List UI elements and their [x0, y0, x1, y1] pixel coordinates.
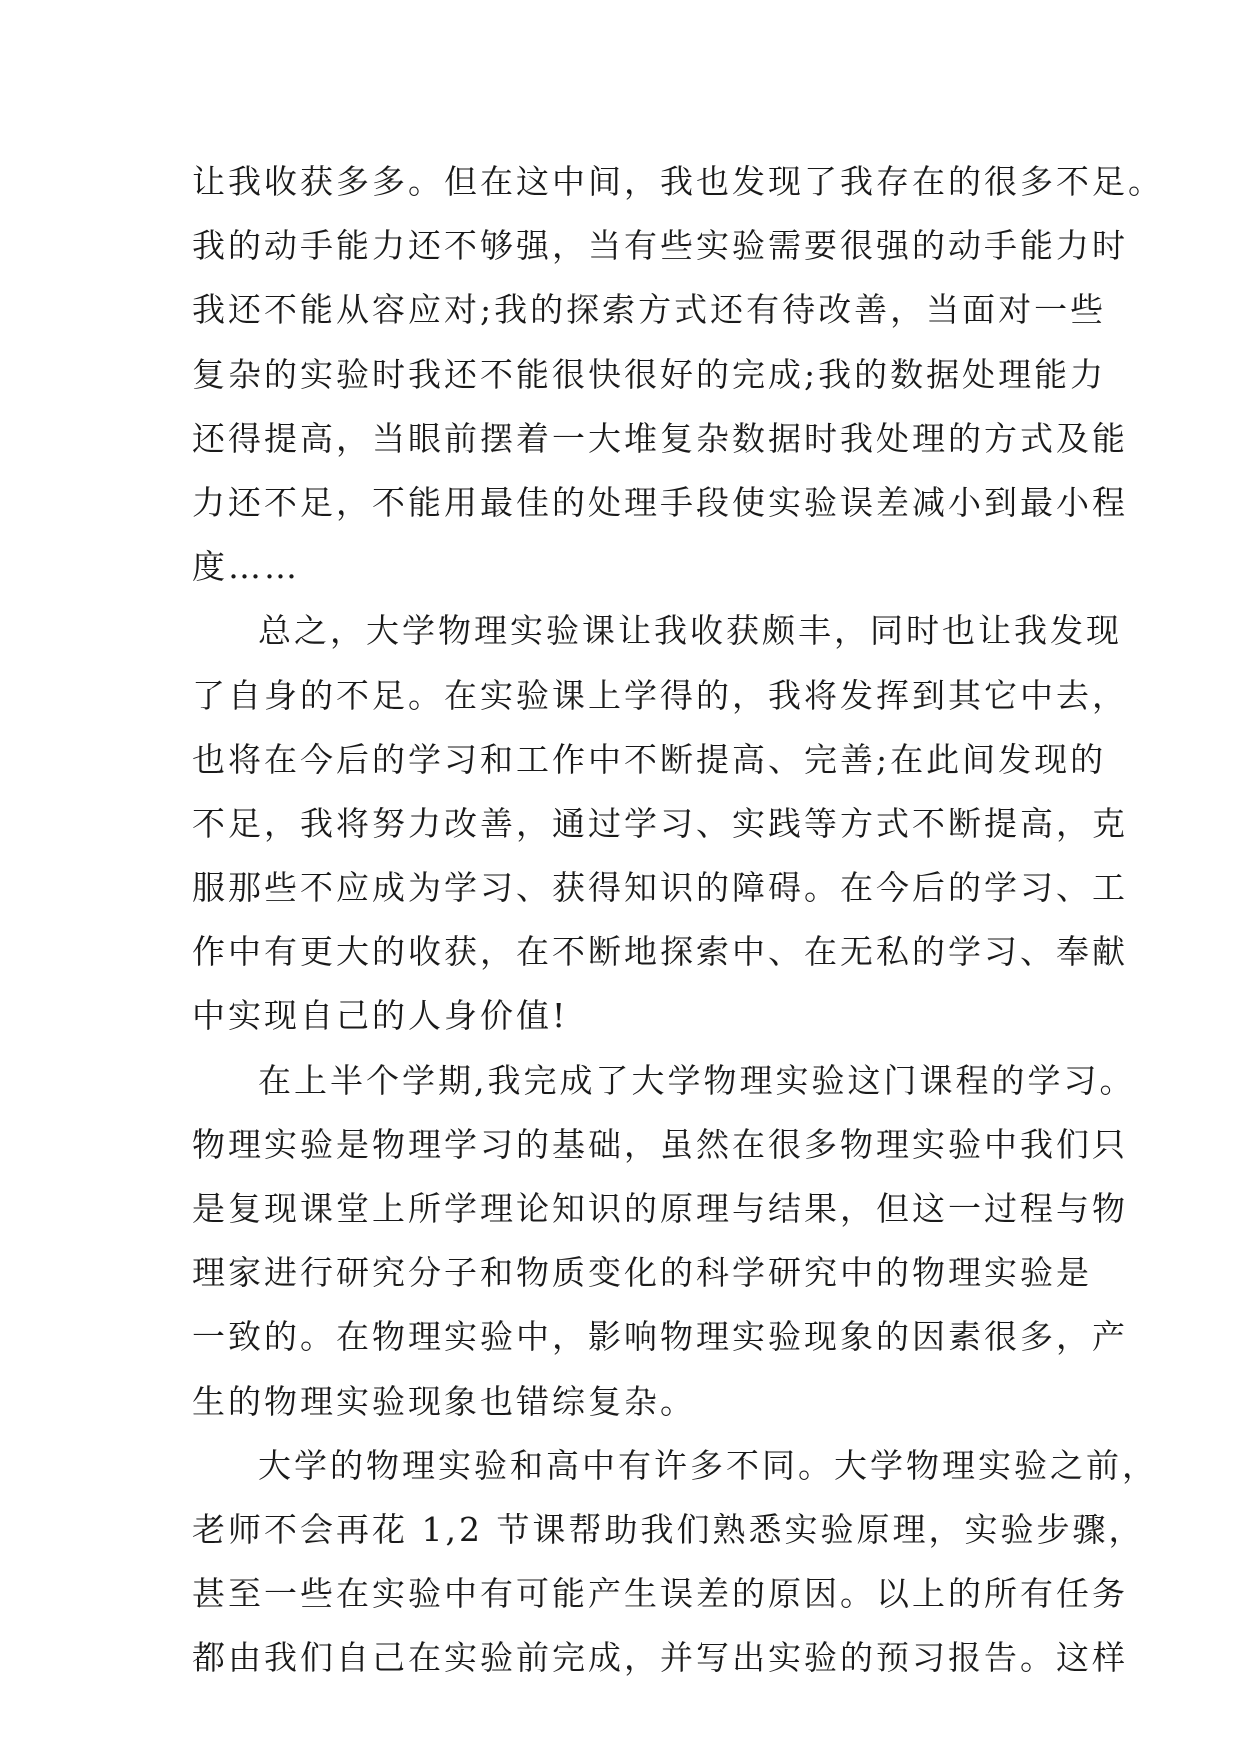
paragraph-first-line: 总之，大学物理实验课让我收获颇丰，同时也让我发现 [258, 611, 1122, 651]
text-line: 了自身的不足。在实验课上学得的，我将发挥到其它中去， [192, 675, 1128, 715]
text-line: 还得提高，当眼前摆着一大堆复杂数据时我处理的方式及能 [192, 418, 1128, 458]
text-line: 是复现课堂上所学理论知识的原理与结果，但这一过程与物 [192, 1189, 1128, 1228]
text-line: 老师不会再花 1,2 节课帮助我们熟悉实验原理，实验步骤， [192, 1509, 1145, 1549]
text-line: 不足，我将努力改善，通过学习、实践等方式不断提高，克 [192, 803, 1128, 843]
text-line: 作中有更大的收获，在不断地探索中、在无私的学习、奉献 [192, 932, 1128, 972]
text-line: 中实现自己的人身价值! [192, 996, 569, 1036]
text-line: 都由我们自己在实验前完成，并写出实验的预习报告。这样 [192, 1638, 1128, 1678]
text-line: 一致的。在物理实验中，影响物理实验现象的因素很多，产 [192, 1317, 1128, 1357]
text-line: 我还不能从容应对;我的探索方式还有待改善，当面对一些 [192, 290, 1107, 330]
text-line: 也将在今后的学习和工作中不断提高、完善;在此间发现的 [192, 739, 1107, 779]
text-line: 我的动手能力还不够强，当有些实验需要很强的动手能力时 [192, 226, 1128, 266]
text-line: 甚至一些在实验中有可能产生误差的原因。以上的所有任务 [192, 1574, 1128, 1614]
paragraph-first-line: 在上半个学期,我完成了大学物理实验这门课程的学习。 [258, 1060, 1136, 1100]
text-line: 复杂的实验时我还不能很快很好的完成;我的数据处理能力 [192, 354, 1107, 394]
paragraph-first-line: 大学的物理实验和高中有许多不同。大学物理实验之前， [258, 1445, 1158, 1485]
body-text [192, 150, 1164, 1691]
text-line: 力还不足，不能用最佳的处理手段使实验误差减小到最小程 [192, 482, 1128, 522]
text-line: 生的物理实验现象也错综复杂。 [192, 1381, 696, 1421]
text-line: 理家进行研究分子和物质变化的科学研究中的物理实验是 [192, 1253, 1092, 1293]
text-line: 物理实验是物理学习的基础，虽然在很多物理实验中我们只 [192, 1124, 1128, 1164]
text-line: 服那些不应成为学习、获得知识的障碍。在今后的学习、工 [192, 868, 1128, 908]
text-line: 让我收获多多。但在这中间，我也发现了我存在的很多不足。 [192, 162, 1164, 201]
text-line: 度…… [192, 547, 300, 587]
